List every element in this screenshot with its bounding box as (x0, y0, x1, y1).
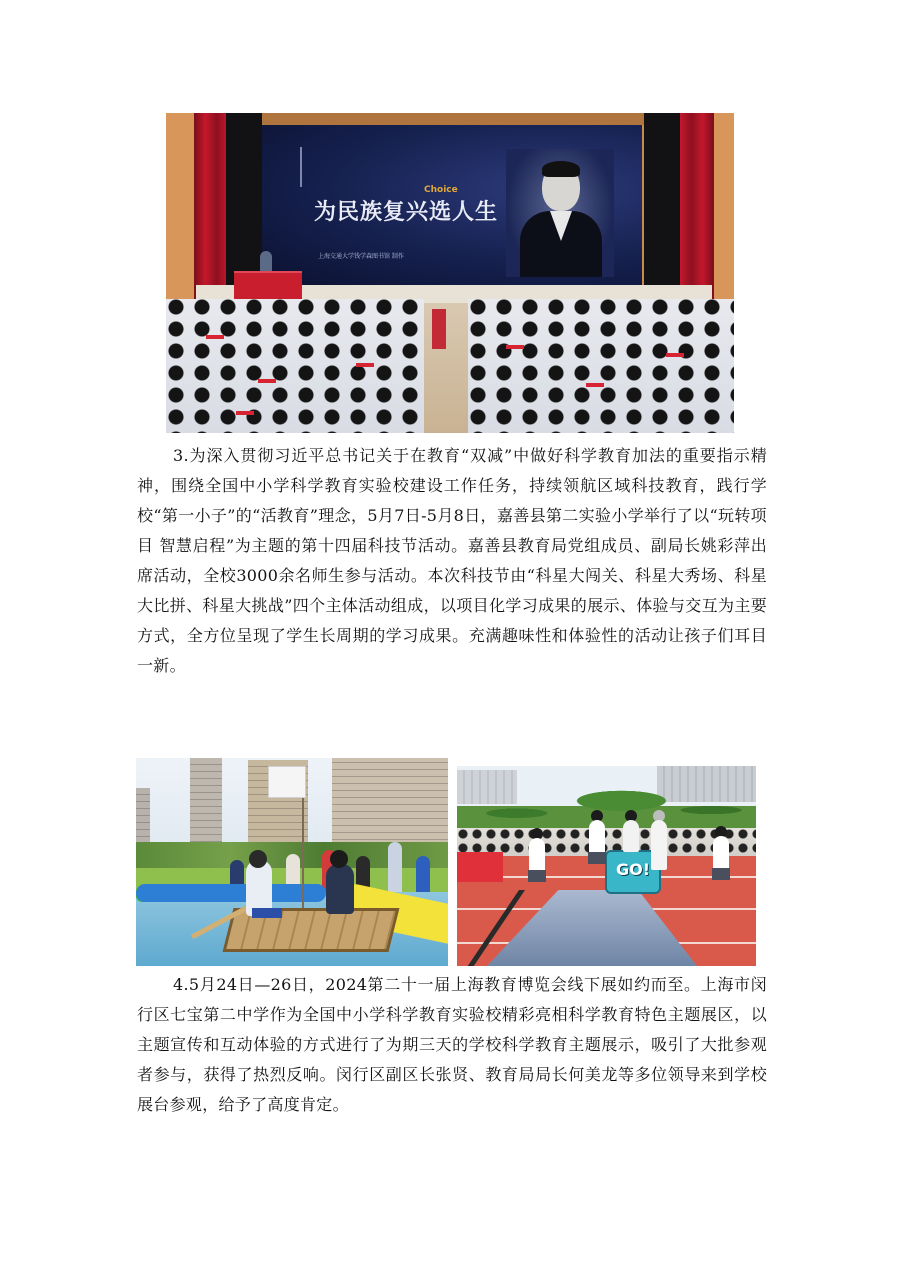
pool-rim-blue (136, 884, 326, 902)
portrait-hair (542, 161, 580, 177)
auditorium-ceiling (196, 113, 712, 125)
red-scarf (236, 411, 254, 415)
student (623, 820, 639, 852)
red-banner (457, 852, 503, 882)
speaker (260, 251, 272, 273)
white-flag (268, 766, 306, 798)
red-scarf (258, 379, 276, 383)
paragraph-item-4: 4.5月24日—26日，2024第二十一届上海教育博览会线下展如约而至。上海市闵行区七宝第二中学作为全国中小学科学教育实验校精彩亮相科学教育特色主题展区，以主题宣传和互动体验的方式进行了为期三天的学校科学教育主题展示，吸引了大批参观者参与，获得了热烈反响。闵行区副区长张贤、教育局局长何美龙等多位领导来到学校展台参观，给予了高度肯定。 (137, 975, 767, 1114)
projection-screen (262, 125, 642, 289)
audience-right (468, 299, 734, 433)
student-skirt (588, 852, 606, 864)
go-car-photo (457, 766, 756, 966)
spectator (416, 856, 430, 896)
aisle-carpet (432, 309, 446, 349)
student-head (249, 850, 267, 868)
student-paddler (326, 864, 354, 914)
red-scarf (356, 363, 374, 367)
red-scarf (206, 335, 224, 339)
red-curtain-left (194, 113, 228, 303)
student-skirt (528, 870, 546, 882)
screen-tag: Choice (424, 185, 458, 195)
black-curtain-right (644, 113, 682, 303)
spectator (388, 842, 402, 894)
auditorium-wall-right (712, 113, 734, 313)
aisle (424, 303, 468, 433)
student (589, 820, 605, 854)
portrait-image (506, 149, 614, 277)
red-scarf (506, 345, 524, 349)
teacher (651, 820, 667, 870)
raft-activity-photo (136, 758, 448, 966)
paragraph-item-3: 3.为深入贯彻习近平总书记关于在教育“双减”中做好科学教育加法的重要指示精神，围绕全国中小学科学教育实验校建设工作任务，持续领航区域科技教育，践行学校“第一小子”的“活教育”理念，5月7日-5月8日，嘉善县第二实验小学举行了以“玩转项目 智慧启程”为主题的第十四届科技节活动。嘉善县教育局党组成员、副局长姚彩萍出席活动，全校3000余名师生参与活动。本次科技节由“科星大闯关、科星大秀场、科星大比拼、科星大挑战”四个主体活动组成，以项目化学习成果的展示、体验与交互为主要方式，全方位呈现了学生长周期的学习成果。充满趣味性和体验性的活动让孩子们耳目一新。 (137, 446, 767, 675)
red-scarf (586, 383, 604, 387)
red-scarf (666, 353, 684, 357)
student (529, 838, 545, 872)
student-skirt (712, 868, 730, 880)
screen-title: 为民族复兴选人生 (314, 200, 499, 225)
auditorium-photo (166, 113, 734, 433)
screen-caption: 上海交通大学钱学森图书馆 制作 (318, 253, 404, 260)
screen-vertical-line (300, 147, 302, 187)
go-car-label: GO! (615, 860, 651, 879)
auditorium-wall-left (166, 113, 196, 313)
student-head (330, 850, 348, 868)
student-legs (252, 908, 282, 918)
student (713, 836, 729, 870)
red-curtain-right (680, 113, 714, 303)
audience-left (166, 299, 424, 433)
